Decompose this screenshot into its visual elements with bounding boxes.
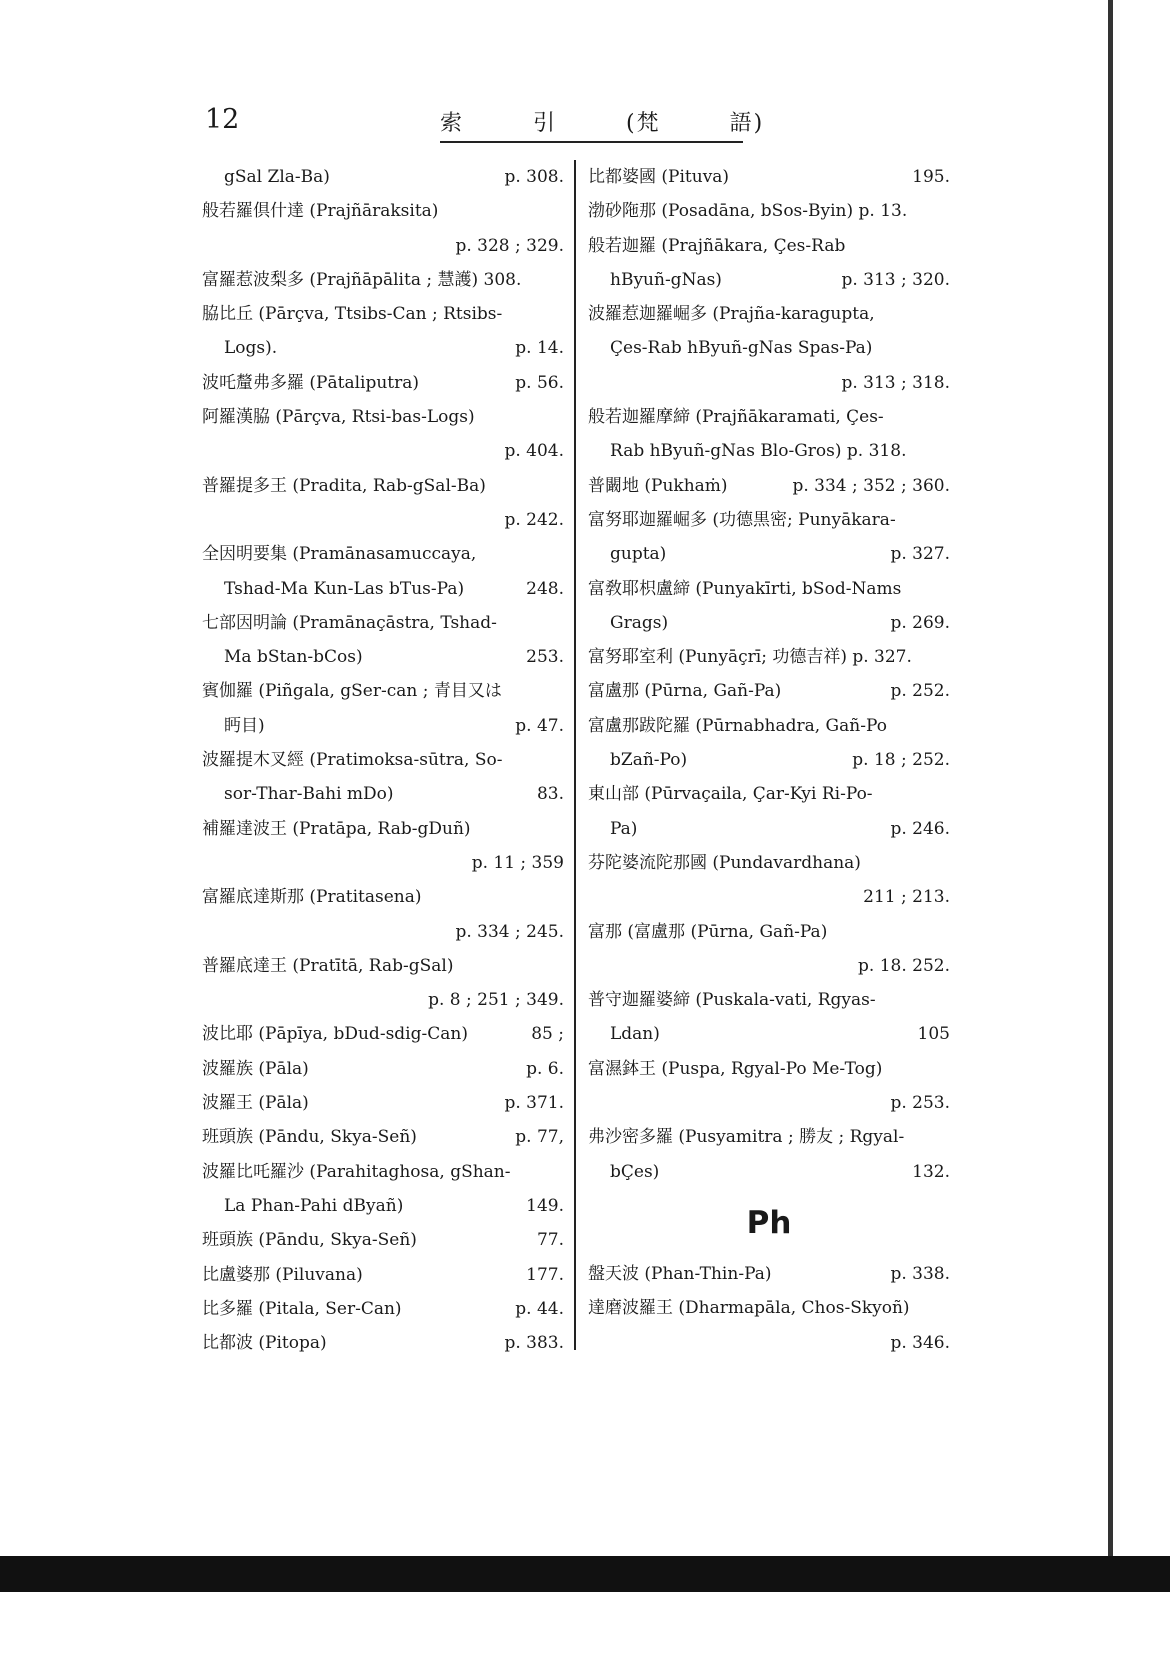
entry-text: 班頭族 (Pāndu, Skya-Señ) bbox=[202, 1127, 417, 1148]
index-entry-line bbox=[202, 1052, 564, 1086]
index-entry-line bbox=[202, 503, 564, 537]
index-entry-line bbox=[202, 1017, 564, 1051]
index-entry-line bbox=[588, 366, 950, 400]
entry-text: 芬陀婆流陀那國 (Pundavardhana) bbox=[588, 852, 861, 873]
index-entry-line bbox=[202, 709, 564, 743]
entry-text: Grags) bbox=[610, 612, 669, 633]
scan-edge-bottom bbox=[0, 1556, 1170, 1592]
index-entry-line bbox=[588, 572, 950, 606]
index-entry-line bbox=[588, 846, 950, 880]
entry-text: Ldan) bbox=[610, 1024, 660, 1045]
right-index-column bbox=[588, 160, 950, 1360]
entry-text: 波羅族 (Pāla) bbox=[202, 1058, 309, 1079]
entry-text: 七部因明論 (Pramānaçāstra, Tshad- bbox=[202, 612, 497, 633]
section-heading-ph: Ph bbox=[746, 1204, 792, 1241]
index-entry-line bbox=[588, 297, 950, 331]
page-number: 12 bbox=[205, 104, 240, 135]
entry-text: 普闞地 (Pukhaṁ) bbox=[588, 475, 728, 496]
entry-text: Rab hByuñ-gNas Blo-Gros) p. 318. bbox=[610, 441, 907, 462]
index-entry-line bbox=[202, 1155, 564, 1189]
entry-text: 波羅王 (Pāla) bbox=[202, 1093, 309, 1114]
entry-text: Çes-Rab hByuñ-gNas Spas-Pa) bbox=[610, 338, 873, 359]
index-entry-line bbox=[202, 263, 564, 297]
entry-text: 比都波 (Pitopa) bbox=[202, 1333, 327, 1354]
entry-text: bÇes) bbox=[610, 1161, 660, 1182]
index-entry-line bbox=[588, 400, 950, 434]
index-entry-line bbox=[588, 606, 950, 640]
index-entry-line bbox=[202, 537, 564, 571]
entry-page-ref: p. 253. bbox=[890, 1093, 950, 1114]
index-entry-line bbox=[588, 880, 950, 914]
entry-page-ref: 149. bbox=[526, 1195, 564, 1216]
entry-page-ref: p. 18 ; 252. bbox=[852, 750, 950, 771]
index-entry-line bbox=[202, 366, 564, 400]
index-entry-line bbox=[588, 160, 950, 194]
index-entry-line bbox=[588, 469, 950, 503]
index-entry-line bbox=[588, 812, 950, 846]
entry-page-ref: p. 327. bbox=[890, 544, 950, 565]
index-entry-line bbox=[202, 194, 564, 228]
entry-text: 盤天波 (Phan-Thin-Pa) bbox=[588, 1263, 772, 1284]
entry-page-ref: 77. bbox=[536, 1230, 564, 1251]
index-entry-line bbox=[202, 674, 564, 708]
entry-text: 富羅底達斯那 (Pratitasena) bbox=[202, 887, 422, 908]
index-entry-line bbox=[588, 1326, 950, 1360]
index-entry-line bbox=[202, 1189, 564, 1223]
entry-text: 比盧婆那 (Piluvana) bbox=[202, 1264, 363, 1285]
entry-text: 普守迦羅婆締 (Puskala-vati, Rgyas- bbox=[588, 990, 876, 1011]
index-entry-line bbox=[588, 194, 950, 228]
index-entry-line bbox=[588, 915, 950, 949]
index-entry-line bbox=[202, 1258, 564, 1292]
entry-text: 般若羅倶什達 (Prajñāraksita) bbox=[202, 201, 439, 222]
index-entry-line bbox=[202, 915, 564, 949]
entry-text: 般若迦羅 (Prajñākara, Çes-Rab bbox=[588, 235, 846, 256]
entry-text: 東山部 (Pūrvaçaila, Çar-Kyi Ri-Po- bbox=[588, 784, 873, 805]
entry-text: 班頭族 (Pāndu, Skya-Señ) bbox=[202, 1230, 417, 1251]
entry-text: La Phan-Pahi dByañ) bbox=[224, 1195, 404, 1216]
entry-text: bZañ-Po) bbox=[610, 750, 688, 771]
entry-text: 波羅惹迦羅崛多 (Prajña-karagupta, bbox=[588, 304, 875, 325]
index-entry-line bbox=[588, 263, 950, 297]
index-entry-line bbox=[202, 1086, 564, 1120]
entry-text: Logs). bbox=[224, 338, 278, 359]
entry-text: Ma bStan-bCos) bbox=[224, 647, 363, 668]
entry-page-ref: p. 308. bbox=[504, 167, 564, 187]
index-entry-line bbox=[202, 1120, 564, 1154]
index-entry-line bbox=[588, 640, 950, 674]
index-entry-line bbox=[202, 1326, 564, 1360]
index-entry-line bbox=[202, 640, 564, 674]
index-entry-line bbox=[588, 1257, 950, 1291]
index-entry-line bbox=[588, 1052, 950, 1086]
entry-page-ref: 211 ; 213. bbox=[863, 887, 950, 908]
index-entry-line bbox=[202, 572, 564, 606]
index-entry-line bbox=[588, 1291, 950, 1325]
entry-page-ref: p. 242. bbox=[504, 509, 564, 530]
entry-page-ref: 195. bbox=[912, 167, 950, 187]
entry-page-ref: 132. bbox=[912, 1161, 950, 1182]
index-entry-line bbox=[202, 949, 564, 983]
entry-text: 富努耶迦羅崛多 (功德黒密; Punyākara- bbox=[588, 509, 896, 530]
index-entry-line bbox=[202, 331, 564, 365]
entry-page-ref: p. 47. bbox=[515, 715, 564, 736]
entry-text: 波比耶 (Pāpīya, bDud-sdig-Can) bbox=[202, 1024, 468, 1045]
index-entry-line bbox=[588, 434, 950, 468]
entry-text: Pa) bbox=[610, 818, 638, 839]
index-entry-line bbox=[588, 709, 950, 743]
entry-text: 阿羅漢脇 (Pārçva, Rtsi-bas-Logs) bbox=[202, 407, 475, 428]
entry-page-ref: p. 252. bbox=[890, 681, 950, 702]
index-entry-line bbox=[588, 777, 950, 811]
entry-text: 富盧那跋陀羅 (Pūrnabhadra, Gañ-Po bbox=[588, 715, 887, 736]
entry-text: 渤砂陁那 (Posadāna, bSos-Byin) p. 13. bbox=[588, 201, 908, 222]
index-entry-line bbox=[588, 743, 950, 777]
index-entry-line bbox=[202, 606, 564, 640]
column-divider bbox=[574, 160, 576, 1350]
index-entry-line bbox=[588, 331, 950, 365]
entry-page-ref: p. 338. bbox=[890, 1263, 950, 1284]
entry-text: 般若迦羅摩締 (Prajñākaramati, Çes- bbox=[588, 407, 884, 428]
entry-text: 普羅底達王 (Pratītā, Rab-gSal) bbox=[202, 955, 454, 976]
index-entry-line bbox=[202, 434, 564, 468]
entry-page-ref: p. 371. bbox=[504, 1093, 564, 1114]
entry-page-ref: p. 404. bbox=[504, 441, 564, 462]
entry-text: 富盧那 (Pūrna, Gañ-Pa) bbox=[588, 681, 782, 702]
index-entry-line bbox=[588, 229, 950, 263]
entry-text: 全因明要集 (Pramānasamuccaya, bbox=[202, 544, 477, 565]
entry-page-ref: p. 18. 252. bbox=[858, 955, 950, 976]
entry-text: 達磨波羅王 (Dharmapāla, Chos-Skyoñ) bbox=[588, 1298, 910, 1319]
index-entry-line bbox=[202, 469, 564, 503]
index-entry-line bbox=[588, 1017, 950, 1051]
index-entry-line bbox=[202, 1223, 564, 1257]
entry-text: 波羅比吒羅沙 (Parahitaghosa, gShan- bbox=[202, 1161, 511, 1182]
entry-text: sor-Thar-Bahi mDo) bbox=[224, 784, 394, 805]
entry-page-ref: p. 246. bbox=[890, 818, 950, 839]
entry-page-ref: p. 313 ; 320. bbox=[841, 269, 950, 290]
index-entry-line bbox=[202, 983, 564, 1017]
entry-page-ref: p. 334 ; 245. bbox=[455, 921, 564, 942]
entry-page-ref: p. 6. bbox=[526, 1058, 564, 1079]
entry-page-ref: p. 11 ; 359 bbox=[471, 852, 564, 873]
entry-text: 富努耶室利 (Punyāçrī; 功德吉祥) p. 327. bbox=[588, 647, 912, 668]
index-entry-line bbox=[202, 846, 564, 880]
index-entry-line bbox=[202, 812, 564, 846]
entry-text: 富濕鉢王 (Puspa, Rgyal-Po Me-Tog) bbox=[588, 1058, 883, 1079]
index-entry-line bbox=[202, 229, 564, 263]
header-rule bbox=[440, 141, 743, 143]
entry-page-ref: p. 313 ; 318. bbox=[841, 372, 950, 393]
index-entry-line bbox=[202, 400, 564, 434]
entry-text: 賓伽羅 (Piñgala, gSer-can ; 青目又は bbox=[202, 681, 502, 702]
index-entry-line bbox=[202, 1292, 564, 1326]
entry-text: 富那 (富盧那 (Pūrna, Gañ-Pa) bbox=[588, 921, 828, 942]
entry-text: 脇比丘 (Pārçva, Ttsibs-Can ; Rtsibs- bbox=[202, 304, 503, 325]
entry-text: 眄目) bbox=[224, 715, 265, 736]
index-entry-line bbox=[588, 1120, 950, 1154]
entry-text: 比多羅 (Pitala, Ser-Can) bbox=[202, 1298, 402, 1319]
entry-page-ref: p. 56. bbox=[515, 372, 564, 393]
index-entry-line bbox=[202, 743, 564, 777]
index-entry-line bbox=[202, 777, 564, 811]
index-entry-line bbox=[588, 674, 950, 708]
entry-page-ref: p. 44. bbox=[515, 1298, 564, 1319]
entry-page-ref: 105 bbox=[917, 1024, 950, 1045]
entry-text: 富羅惹波梨多 (Prajñāpālita ; 慧護) 308. bbox=[202, 269, 522, 290]
entry-page-ref: 85 ; bbox=[531, 1024, 564, 1045]
entry-text: hByuñ-gNas) bbox=[610, 269, 722, 290]
entry-page-ref: p. 328 ; 329. bbox=[455, 235, 564, 256]
index-entry-line bbox=[202, 880, 564, 914]
entry-text: gSal Zla-Ba) bbox=[224, 167, 330, 187]
entry-page-ref: 177. bbox=[526, 1264, 564, 1285]
index-entry-line bbox=[588, 503, 950, 537]
index-entry-line bbox=[202, 297, 564, 331]
entry-text: 補羅達波王 (Pratāpa, Rab-gDuñ) bbox=[202, 818, 471, 839]
entry-page-ref: p. 269. bbox=[890, 612, 950, 633]
index-entry-line bbox=[588, 949, 950, 983]
entry-text: 富敎耶枳盧締 (Punyakīrti, bSod-Nams bbox=[588, 578, 902, 599]
entry-text: Tshad-Ma Kun-Las bTus-Pa) bbox=[224, 578, 465, 599]
entry-text: 波羅提木叉經 (Pratimoksa-sūtra, So- bbox=[202, 750, 503, 771]
index-entry-line bbox=[588, 537, 950, 571]
entry-page-ref: 83. bbox=[536, 784, 564, 805]
entry-text: 弗沙密多羅 (Pusyamitra ; 勝友 ; Rgyal- bbox=[588, 1127, 905, 1148]
entry-text: 比都婆國 (Pituva) bbox=[588, 167, 730, 187]
index-entry-line bbox=[588, 1086, 950, 1120]
entry-text: 波吒釐弗多羅 (Pātaliputra) bbox=[202, 372, 420, 393]
entry-text: 普羅提多王 (Pradita, Rab-gSal-Ba) bbox=[202, 475, 486, 496]
scan-edge-right bbox=[1108, 0, 1113, 1556]
left-index-column bbox=[202, 160, 564, 1360]
entry-text: gupta) bbox=[610, 544, 667, 565]
entry-page-ref: p. 346. bbox=[890, 1332, 950, 1353]
index-entry-line bbox=[588, 1155, 950, 1189]
entry-page-ref: p. 383. bbox=[504, 1333, 564, 1354]
entry-page-ref: p. 77, bbox=[515, 1127, 564, 1148]
entry-page-ref: p. 8 ; 251 ; 349. bbox=[428, 990, 564, 1011]
entry-page-ref: 248. bbox=[526, 578, 564, 599]
running-title: 索 引 (梵 語) bbox=[440, 111, 765, 136]
index-entry-line bbox=[588, 983, 950, 1017]
index-entry-line bbox=[202, 160, 564, 194]
entry-page-ref: p. 14. bbox=[515, 338, 564, 359]
entry-page-ref: p. 334 ; 352 ; 360. bbox=[792, 475, 950, 496]
entry-page-ref: 253. bbox=[526, 647, 564, 668]
